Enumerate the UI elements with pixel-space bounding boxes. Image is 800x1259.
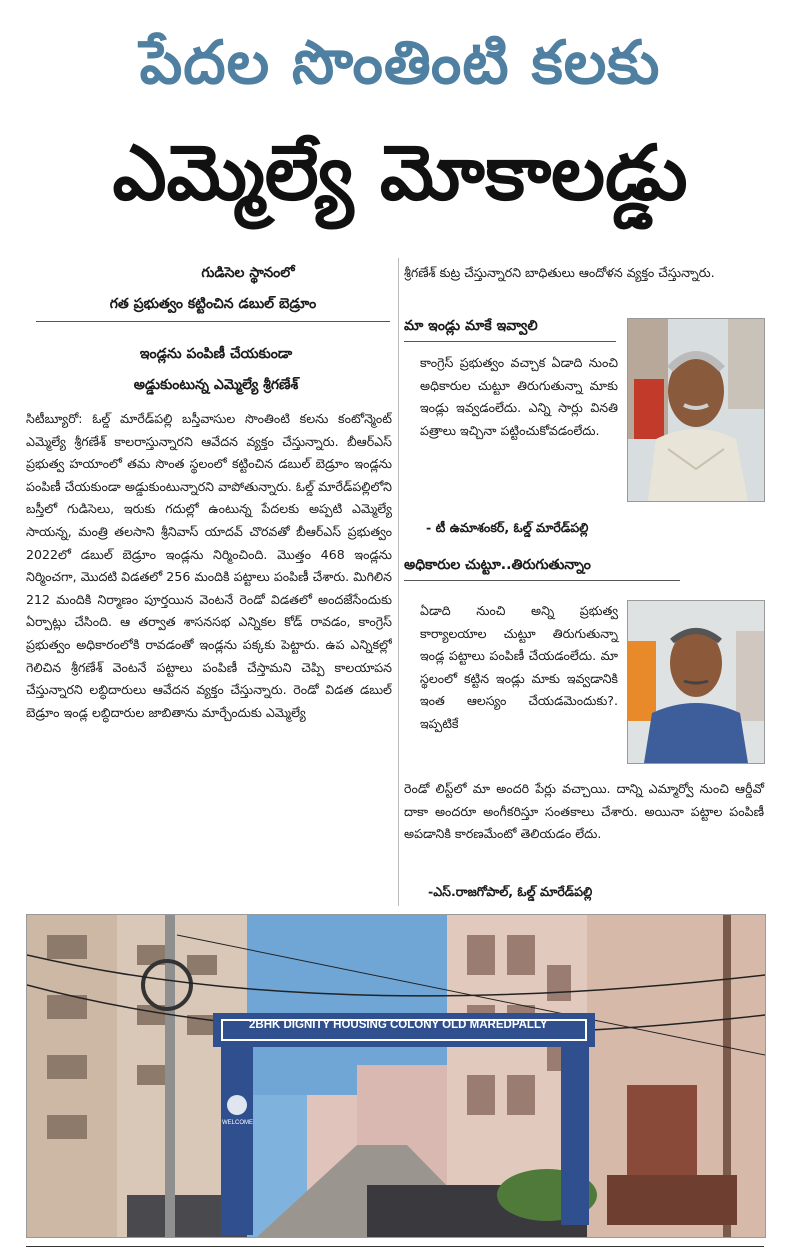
headline-line-2: ఎమ్మెల్యే మోకాలడ్డు [112,128,688,217]
colony-photo-image [27,915,765,1237]
quote-2-heading: అధికారుల చుట్టూ..తిరుగుతున్నాం [404,557,680,581]
portrait-photo-1 [627,318,765,502]
quote-1-byline: - టీ ఉమాశంకర్, ఓల్డ్ మారేడ్‌పల్లి [426,520,589,535]
arch-sign-text: 2BHK DIGNITY HOUSING COLONY OLD MAREDPALLY [249,1019,548,1031]
column-divider [398,258,399,906]
portrait-2-image [628,601,764,763]
article-body [26,408,392,906]
quote-2-byline: -ఎస్.రాజగోపాల్, ఓల్డ్ మారేడ్‌పల్లి [428,884,593,899]
colony-photo [26,914,766,1238]
headline-line-1: పేదల సొంతింటి కలకు [139,28,661,98]
quote-1-heading: మా ఇండ్లు మాకే ఇవ్వాలి [404,318,616,342]
article-body-text: సిటీబ్యూరో: ఓల్డ్ మారేడ్‌పల్లి బస్తీవాసుల సొంతింటి కలను కంటోన్మెంట్ ఎమ్మెల్యే శ్రీగణేశ్ కాలరాస్తున్నారని ఆవేదన వ్యక్తం చేస్తున్నారు. బీఆర్ఎస్ ప్రభుత్వ హయాంలో తమ సొంత స్థలంలో కట్టించిన డబుల్ బెడ్రూం ఇండ్లను పంపిణీ చేయకుండా అడ్డుకుంటున్నారని వాపోతున్నారు. ఓల్డ్ మారేడ్‌పల్లిలోని బస్తీలో గుడిసెలు, ఇరుకు గదుల్లో ఉంటున్న పేదలకు అప్పటి ఎమ్మెల్యే సాయన్న, మంత్రి తలసాని శ్రీనివాస్ యాదవ్ చొరవతో బీఆర్ఎస్ ప్రభుత్వం 2022లో డబుల్ బెడ్రూం ఇండ్లను నిర్మించింది. మొత్తం 468 ఇండ్లను నిర్మించగా, మొదటి విడతలో 256 మందికి పట్టాలు పంపిణీ చేశారు. మిగిలిన 212 మందికి నిర్మాణం పూర్తయిన వెంటనే రెండో విడతలో అందజేసేందుకు ఏర్పాట్లు చేసింది. ఆ తర్వాత శాసనసభ ఎన్నికల కోడ్ రావడం, కాంగ్రెస్ ప్రభుత్వం అధికారంలోకి రావడంతో ఇండ్లను పక్కకు పెట్టారు. ఉప ఎన్నికల్లో గెలిచిన శ్రీగణేశ్ వెంటనే పట్టాలు పంపిణీ చేస్తామని చెప్పి కాలయాపన చేస్తున్నారని లబ్ధిదారులు ఆవేదన వ్యక్తం చేస్తున్నారు. రెండో విడత డబుల్ బెడ్రూం ఇండ్ల లబ్ధిదారుల జాబితాను మార్చేందుకు ఎమ్మెల్యే [26,411,392,720]
pillar-welcome-text: WELCOME [222,1120,254,1126]
quote-2-text-b: రెండో లిస్ట్‌లో మా అందరి పేర్లు వచ్చాయి. దాన్ని ఎమ్మార్వో నుంచి ఆర్డీవో దాకా అందరూ అంగీకరిస్తూ సంతకాలు చేశారు. అయినా పట్టాల పంపిణీ అపడానికి కారణమేంటో తెలియడం లేదు. [404,781,764,842]
subheading-2-line-2: అడ్డుకుంటున్న ఎమ్మెల్యే శ్రీగణేశ్ [133,377,299,393]
quote-1-text: కాంగ్రెస్ ప్రభుత్వం వచ్చాక ఏడాది నుంచి అధికారుల చుట్టూ తిరుగుతున్నా మాకు ఇండ్లు ఇవ్వడంలేదు. ఎన్ని సార్లు వినతి పత్రాలు ఇచ్చినా పట్టించుకోవడంలేదు. [420,355,618,438]
subheading-1-line-1: గుడిసెల స్థానంలో [201,265,295,281]
bottom-rule [26,1246,764,1247]
right-column-top-text: శ్రీగణేశ్ కుట్ర చేస్తున్నారని బాధితులు ఆందోళన వ్యక్తం చేస్తున్నారు. [404,265,715,280]
portrait-photo-2 [627,600,765,764]
portrait-1-image [628,319,764,501]
subheading-2-line-1: ఇండ్లను పంపిణీ చేయకుండా [139,346,293,362]
subheading-1-line-2: గత ప్రభుత్వం కట్టించిన డబుల్ బెడ్రూం [36,296,390,322]
quote-2-text-a: ఏడాది నుంచి అన్ని ప్రభుత్వ కార్యాలయాల చుట్టూ తిరుగుతున్నా ఇండ్ల పట్టాలు పంపిణీ చేయడంలేదు. మా స్థలంలో కట్టిన ఇండ్లు మాకు ఇవ్వడానికి ఇంత ఆలస్యం చేయడమెందుకు?. ఇప్పటికే [420,603,618,731]
